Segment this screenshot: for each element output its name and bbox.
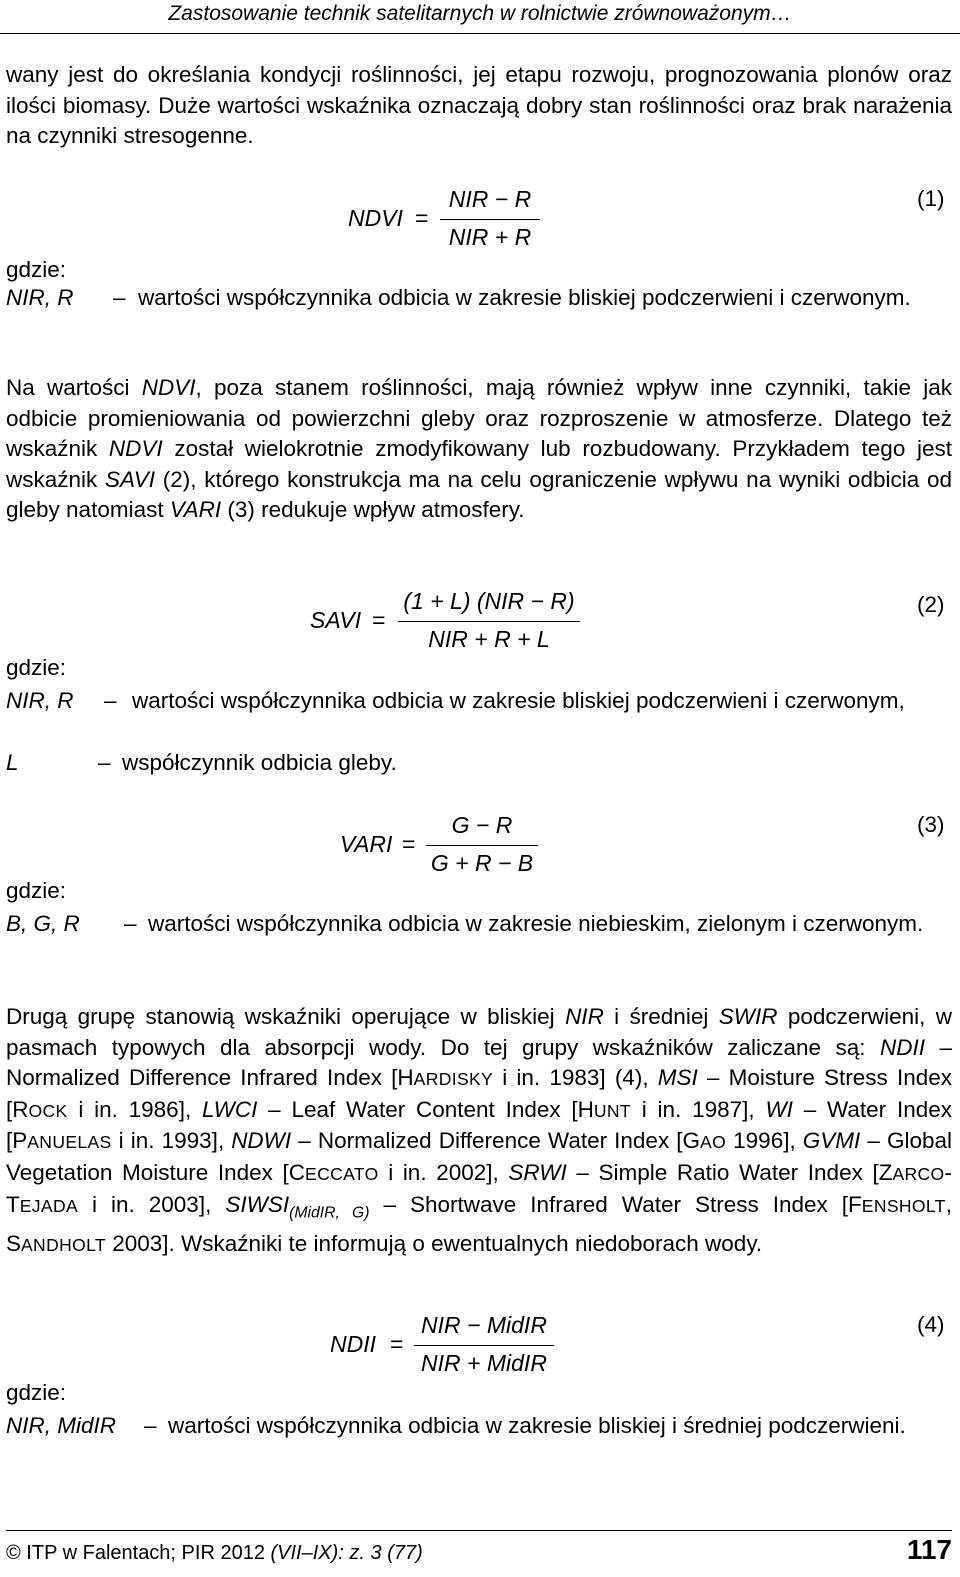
small-caps-run: ECCATO <box>305 1163 379 1184</box>
text-run: – Normalized Difference Water Index [G <box>291 1128 701 1154</box>
equation-number: (3) <box>917 812 945 837</box>
text-run-italic: GVMI <box>802 1128 861 1154</box>
page-number: 117 <box>906 1534 952 1565</box>
definition-text: wartości współczynnika odbicia w zakresie bliskiej podczerwieni i czerwonym. <box>138 285 911 310</box>
formula-lhs: NDII <box>330 1331 376 1357</box>
definition-dash: – <box>124 911 137 936</box>
fraction-bar <box>440 219 540 220</box>
formula-lhs: SAVI <box>310 607 362 633</box>
footer-rule <box>6 1530 952 1531</box>
text-run: , poza stanem roślinności, mają również wpływ inne czynniki, takie jak odbicie promieniowania od powierzchni gleby oraz rozproszenie w atmosferze. Dlatego też wskaźnik <box>6 375 952 462</box>
text-run-italic: VARI <box>169 497 222 523</box>
text-run: i in. 1986], <box>67 1096 202 1122</box>
definition-row <box>6 1411 952 1473</box>
definition-symbol: NIR, R <box>6 285 74 310</box>
text-run: i in. 1983] (4), <box>493 1065 658 1091</box>
gdzie-label: gdzie: <box>6 655 67 680</box>
header-rule <box>0 33 960 34</box>
text-run-italic: NDWI <box>231 1128 292 1154</box>
small-caps-run: UNT <box>593 1100 631 1121</box>
gdzie-label: gdzie: <box>6 878 67 903</box>
small-caps-run: ANUELAS <box>27 1132 112 1153</box>
text-run: i średniej <box>603 1004 719 1029</box>
small-caps-run: ENSHOLT <box>861 1195 946 1216</box>
text-run-italic: SWIR <box>718 1004 778 1029</box>
formula-denominator: NIR + MidIR <box>421 1350 547 1376</box>
running-title: Zastosowanie technik satelitarnych w rolnictwie zrównoważonym… <box>168 2 792 25</box>
gdzie-label: gdzie: <box>6 257 67 282</box>
fraction-bar <box>398 621 580 622</box>
text-run: Drugą grupę stanowią wskaźniki operujące w bliskiej <box>6 1004 566 1029</box>
definition-dash: – <box>104 688 117 713</box>
text-run-italic: NDII <box>880 1034 926 1060</box>
fraction-bar <box>414 1345 554 1346</box>
definition-symbol: B, G, R <box>6 911 80 936</box>
text-run: 2003]. Wskaźniki te informują o ewentualnych niedoborach wody. <box>105 1230 763 1256</box>
formula-denominator: G + R − B <box>430 850 534 876</box>
definition-text: współczynnik odbicia gleby. <box>122 750 397 775</box>
text-run: (2), którego konstrukcja ma na celu ograniczenie wpływu na wyniki odbicia od gleby natomiast <box>6 466 952 523</box>
definition-symbol: L <box>6 750 19 775</box>
text-run: – Moisture Stress Index [R <box>6 1065 952 1122</box>
page-footer <box>6 1530 952 1570</box>
small-caps-run: OCK <box>28 1100 68 1121</box>
footer-issue: (VII–IX): z. 3 (77) <box>270 1542 423 1564</box>
text-run: – Global Vegetation Moisture Index [C <box>6 1128 952 1185</box>
formula-ndvi <box>348 186 588 256</box>
text-run-italic: NDVI <box>108 436 163 462</box>
formula-numerator: NIR − R <box>448 186 532 212</box>
small-caps-run: AO <box>700 1132 727 1153</box>
formula-equals: = <box>402 831 416 857</box>
text-run-italic: SAVI <box>105 466 156 492</box>
text-run: – Simple Ratio Water Index [Z <box>566 1159 893 1185</box>
paragraph-water-indices <box>6 1002 952 1260</box>
text-run-italic: MSI <box>657 1065 698 1091</box>
subscript-run: (MidIR, G) <box>289 1204 370 1222</box>
formula-numerator: G − R <box>451 812 513 838</box>
text-run: 1996], <box>726 1128 803 1154</box>
definition-dash: – <box>113 285 126 310</box>
definition-row <box>6 283 952 345</box>
fraction-bar <box>426 845 538 846</box>
small-caps-run: ARCO <box>892 1163 945 1184</box>
definition-text: wartości współczynnika odbicia w zakresie niebieskim, zielonym i czerwonym. <box>148 911 924 936</box>
formula-lhs: NDVI <box>348 205 403 231</box>
text-run-italic: SIWSI <box>225 1191 290 1217</box>
text-run: i in. 1993], <box>111 1128 232 1154</box>
text-run-italic: WI <box>765 1096 793 1122</box>
text-run: – Normalized Difference Infrared Index [H <box>6 1034 952 1091</box>
formula-lhs: VARI <box>340 831 393 857</box>
running-header <box>0 0 960 44</box>
small-caps-run: ANDHOLT <box>21 1234 106 1255</box>
text-run: i in. 2002], <box>378 1159 509 1185</box>
definition-dash: – <box>144 1413 157 1438</box>
text-run: i in. 2003], <box>78 1191 226 1217</box>
formula-equals: = <box>415 205 429 231</box>
definition-symbol: NIR, MidIR <box>6 1413 117 1438</box>
text-run: został wielokrotnie zmodyfikowany lub rozbudowany. Przykładem tego jest wskaźnik <box>6 436 952 492</box>
equation-number: (2) <box>917 592 945 617</box>
text-run-italic: NIR <box>565 1004 604 1029</box>
formula-denominator: NIR + R <box>448 224 532 250</box>
formula-denominator: NIR + R + L <box>428 626 550 652</box>
formula-vari <box>340 812 580 882</box>
equation-number: (1) <box>917 186 945 211</box>
footer-citation <box>6 1542 423 1565</box>
definition-row <box>6 748 952 779</box>
text-run: i in. 1987], <box>631 1096 766 1122</box>
text-run: podczerwieni, w pasmach typowych dla absorpcji wody. Do tej grupy wskaźników zaliczane są: <box>6 1004 953 1060</box>
formula-numerator: (1 + L) (NIR − R) <box>403 588 575 614</box>
paragraph-ndvi-modifications <box>6 373 952 526</box>
text-run: -T <box>6 1159 953 1217</box>
text-run: (3) redukuje wpływ atmosfery. <box>221 497 525 523</box>
formula-savi <box>310 588 590 660</box>
text-run: , S <box>6 1191 953 1256</box>
formula-numerator: NIR − MidIR <box>421 1312 547 1338</box>
formula-ndii <box>330 1312 590 1384</box>
text-run: – Water Index [P <box>6 1096 952 1154</box>
definition-row <box>6 686 952 748</box>
definition-dash: – <box>98 750 111 775</box>
formula-equals: = <box>372 607 386 633</box>
small-caps-run: ARDISKY <box>413 1069 494 1090</box>
footer-copyright: © ITP w Falentach; PIR 2012 <box>6 1542 271 1564</box>
definition-symbol: NIR, R <box>6 688 74 713</box>
text-run: Na wartości <box>6 375 142 400</box>
paragraph-intro: wany jest do określania kondycji roślinności, jej etapu rozwoju, prognozowania plonów oraz ilości biomasy. Duże wartości wskaźnika oznaczają dobry stan roślinności oraz brak narażenia na czynniki stresogenne. <box>6 62 952 149</box>
text-run: – Shortwave Infrared Water Stress Index [F <box>369 1191 862 1217</box>
gdzie-label: gdzie: <box>6 1380 67 1405</box>
definition-text: wartości współczynnika odbicia w zakresie bliskiej i średniej podczerwieni. <box>168 1413 906 1438</box>
formula-equals: = <box>390 1331 404 1357</box>
text-run-italic: NDVI <box>141 375 196 400</box>
equation-number: (4) <box>917 1312 945 1337</box>
text-run: – Leaf Water Content Index [H <box>257 1096 594 1122</box>
text-run-italic: LWCI <box>201 1096 258 1122</box>
small-caps-run: EJADA <box>19 1195 79 1216</box>
definition-text: wartości współczynnika odbicia w zakresie bliskiej podczerwieni i czerwonym, <box>132 688 905 713</box>
definition-row <box>6 909 952 971</box>
text-run-italic: SRWI <box>508 1159 567 1185</box>
